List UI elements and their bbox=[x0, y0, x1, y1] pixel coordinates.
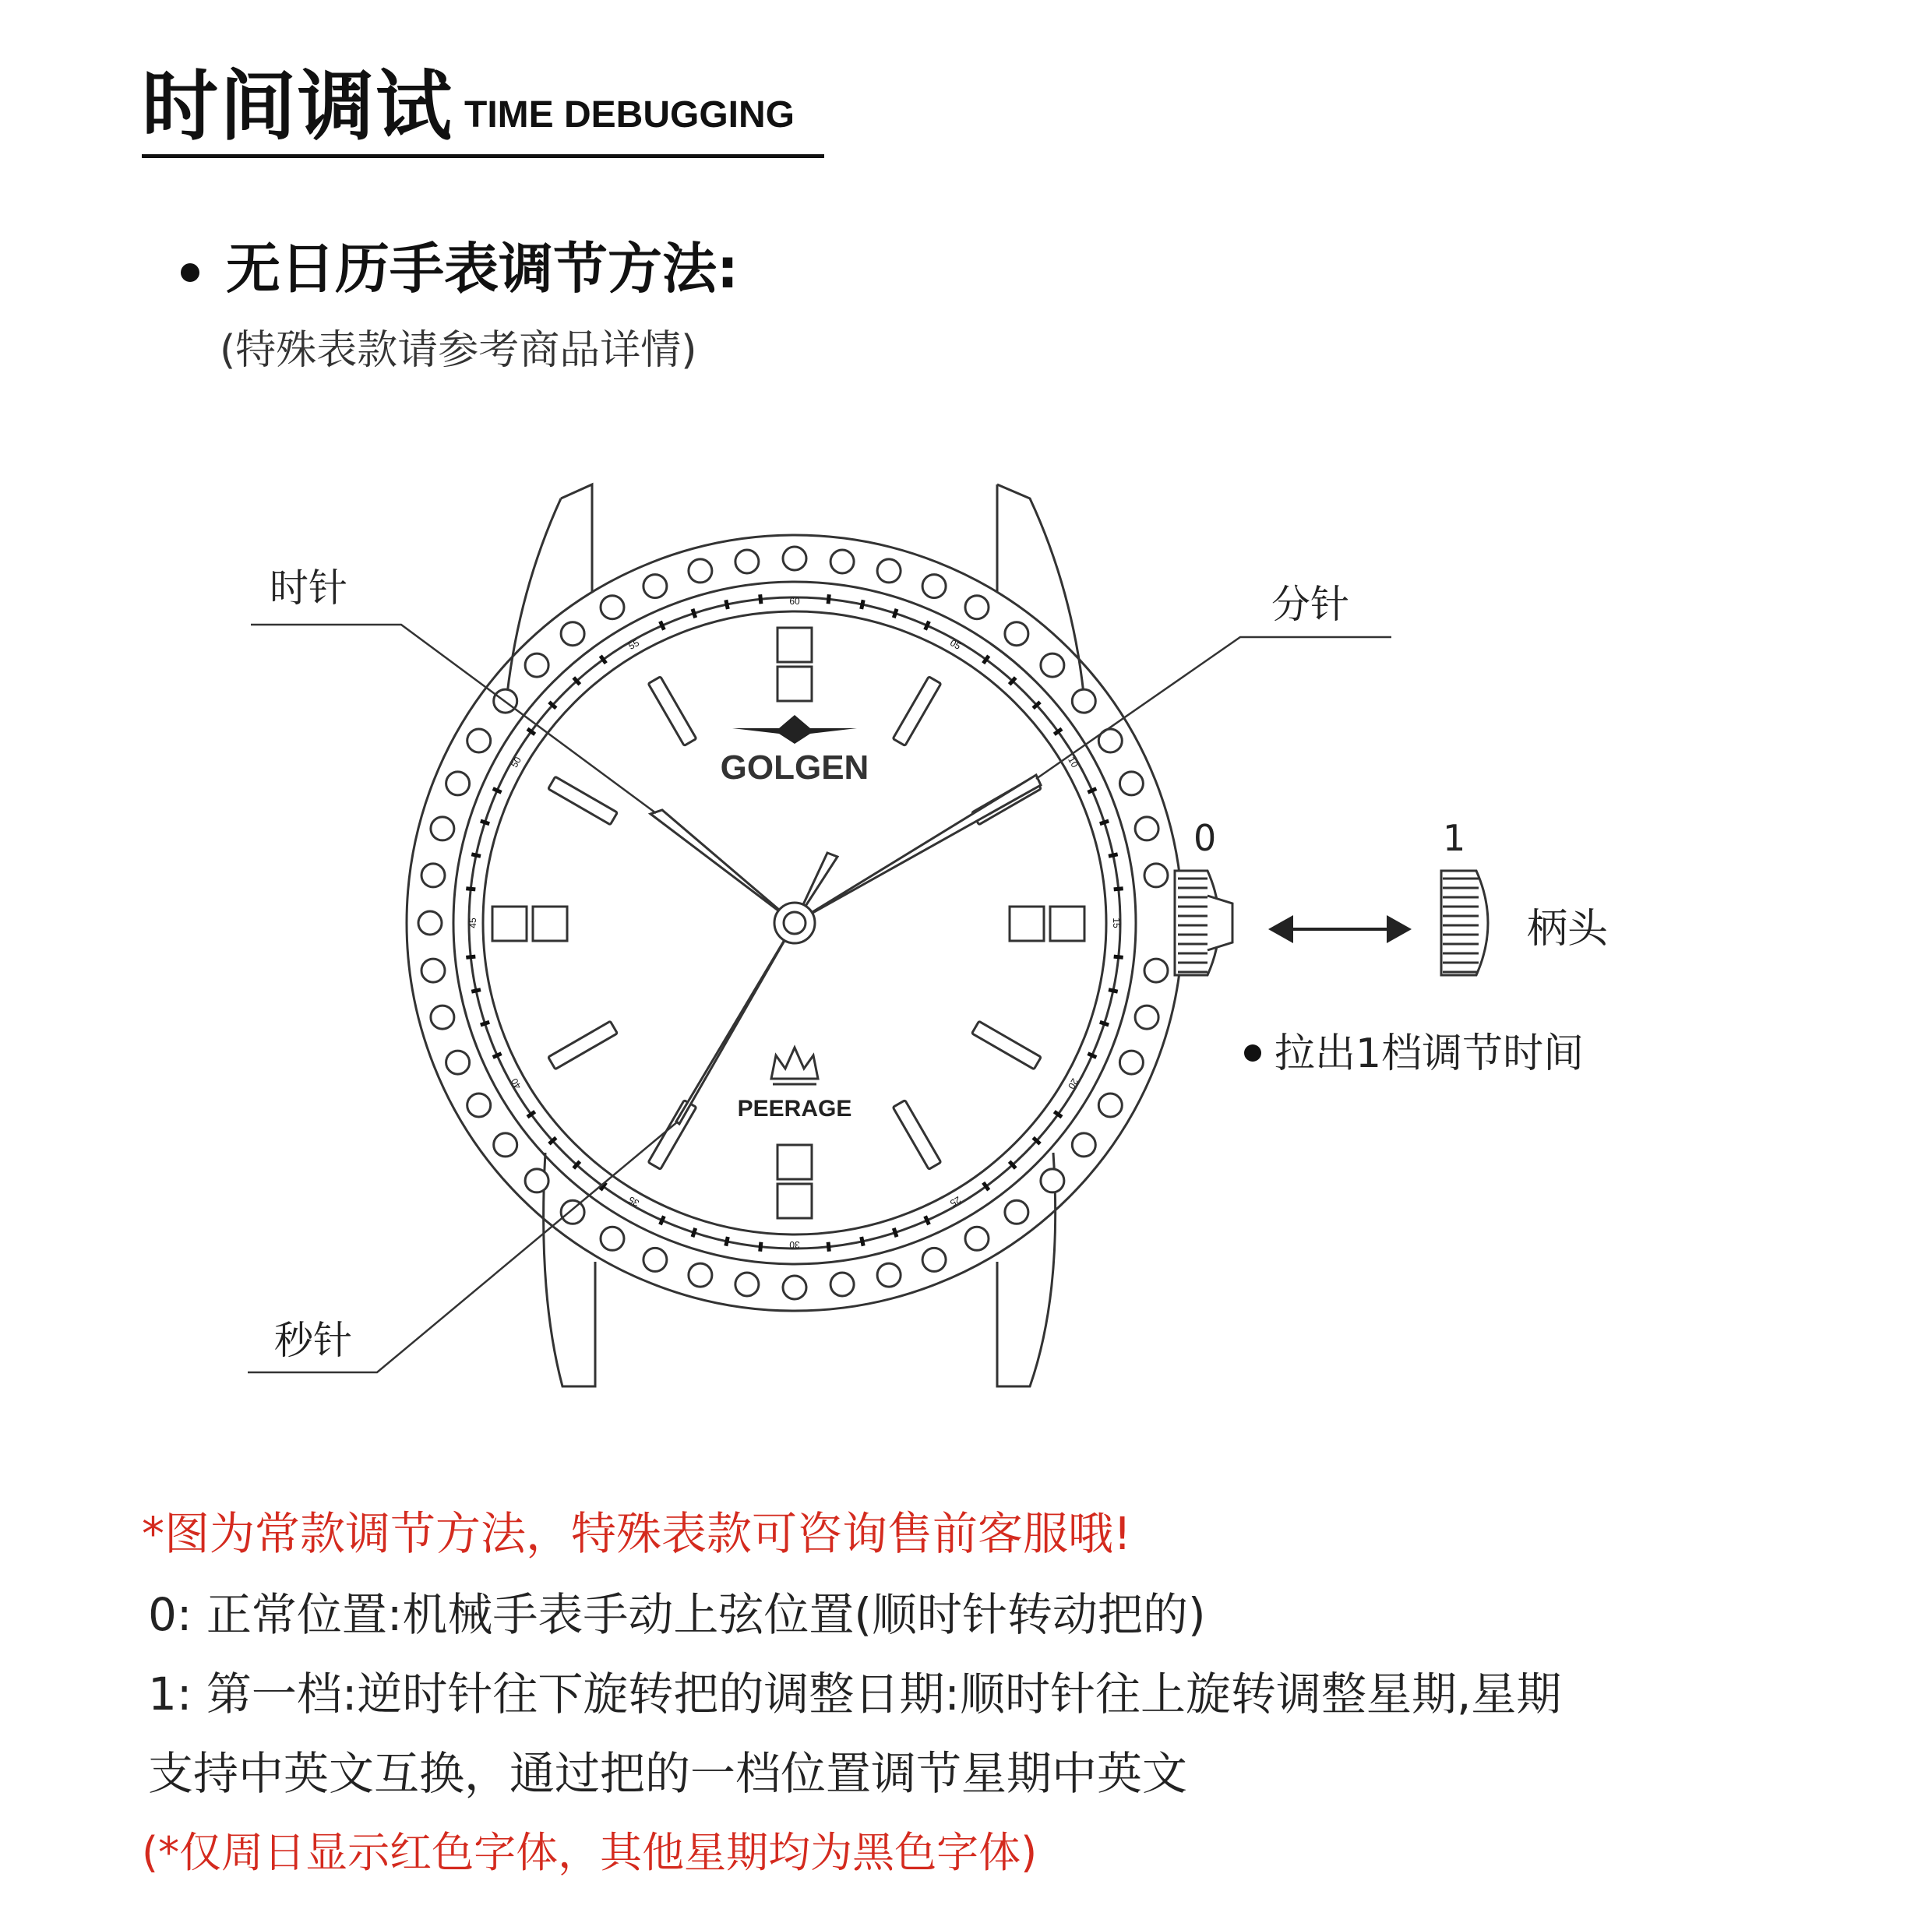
minute-hand bbox=[795, 775, 1041, 923]
minute-tick bbox=[828, 594, 829, 604]
position-0-description: 0: 正常位置:机械手表手动上弦位置(顺时针转动把的) bbox=[148, 1588, 1206, 1641]
bezel-dot bbox=[421, 959, 445, 982]
page-title-english: TIME DEBUGGING bbox=[464, 94, 795, 136]
bezel-dot bbox=[418, 911, 442, 935]
minute-tick bbox=[760, 1242, 761, 1252]
minute-tick bbox=[1100, 1022, 1109, 1025]
bezel-dot bbox=[1135, 1006, 1158, 1029]
crown-position-1-label: 1 bbox=[1443, 817, 1466, 859]
bezel-dot bbox=[689, 1263, 712, 1287]
minute-tick bbox=[661, 1216, 665, 1224]
hour-marker bbox=[648, 677, 696, 746]
minute-tick bbox=[693, 609, 696, 618]
minute-tick bbox=[493, 1054, 502, 1058]
tick-label: 30 bbox=[789, 1238, 800, 1250]
bezel-dot bbox=[643, 1248, 667, 1271]
position-1-description-cont: 支持中英文互换，通过把的一档位置调节星期中英文 bbox=[148, 1747, 1188, 1800]
bezel-dot bbox=[421, 864, 445, 887]
hour-hand bbox=[650, 810, 795, 923]
hour-marker bbox=[548, 1021, 618, 1069]
bezel-dot bbox=[735, 550, 759, 573]
tick-label: 50 bbox=[509, 755, 524, 770]
minute-tick bbox=[828, 1242, 829, 1252]
minute-tick bbox=[481, 821, 489, 824]
bezel-dot bbox=[1041, 1169, 1064, 1192]
bezel-dot bbox=[1144, 864, 1168, 887]
hour-marker bbox=[972, 1021, 1042, 1069]
crown-instruction: 拉出1档调节时间 bbox=[1274, 1030, 1585, 1077]
crown-position-0 bbox=[1175, 871, 1232, 975]
bezel-dot bbox=[783, 547, 806, 570]
brand-name: GOLGEN bbox=[720, 748, 869, 787]
minute-tick bbox=[471, 990, 481, 992]
minute-tick bbox=[760, 594, 761, 604]
minute-tick bbox=[1088, 1054, 1096, 1058]
bezel-dot bbox=[877, 559, 901, 583]
section-subheading: (特殊表款请参考商品详情) bbox=[220, 327, 697, 374]
bezel-dot bbox=[965, 596, 989, 619]
bezel-dot bbox=[783, 1276, 806, 1299]
minute-tick bbox=[493, 789, 502, 793]
double-arrow-icon bbox=[1268, 915, 1412, 943]
minute-tick bbox=[466, 956, 475, 957]
minute-tick bbox=[894, 609, 897, 618]
minute-tick bbox=[1109, 854, 1118, 857]
tick-label: 25 bbox=[948, 1194, 963, 1209]
hour-marker bbox=[893, 1101, 941, 1170]
bezel-dot bbox=[601, 596, 624, 619]
bezel-dot bbox=[1144, 959, 1168, 982]
bezel-dot bbox=[561, 1200, 584, 1224]
sub-brand: PEERAGE bbox=[737, 1096, 852, 1122]
bezel-dot bbox=[446, 1051, 470, 1074]
position-1-description: 1: 第一档:逆时针往下旋转把的调整日期:顺时针往上旋转调整星期,星期 bbox=[148, 1668, 1562, 1721]
bezel-dot bbox=[494, 1133, 517, 1157]
bezel-dot bbox=[735, 1273, 759, 1296]
hour-marker bbox=[648, 1101, 696, 1170]
crown-emblem-icon bbox=[771, 1048, 818, 1084]
minute-hand-label: 分针 bbox=[1271, 582, 1349, 627]
minute-tick bbox=[925, 1216, 929, 1224]
minute-tick bbox=[471, 854, 481, 857]
hour-marker bbox=[548, 777, 618, 825]
bezel-dot bbox=[467, 1094, 491, 1117]
bezel-dot bbox=[467, 729, 491, 752]
bezel-dot bbox=[601, 1227, 624, 1250]
lug-top-left bbox=[561, 484, 592, 592]
second-hand bbox=[676, 923, 795, 1124]
minute-tick bbox=[1114, 956, 1123, 957]
minute-tick bbox=[693, 1228, 696, 1237]
minute-tick bbox=[661, 622, 665, 630]
tick-label: 15 bbox=[1110, 917, 1122, 928]
bezel-dot bbox=[1005, 622, 1028, 646]
minute-tick bbox=[862, 600, 864, 609]
red-note-sunday: (*仅周日显示红色字体，其他星期均为黑色字体) bbox=[142, 1828, 1038, 1877]
bezel-dot bbox=[431, 1006, 454, 1029]
tick-label: 35 bbox=[626, 1194, 641, 1209]
section-heading: 无日历手表调节方法: bbox=[226, 237, 739, 301]
minute-tick bbox=[726, 1237, 728, 1246]
bezel-dot bbox=[446, 772, 470, 795]
minute-tick bbox=[862, 1237, 864, 1246]
lug-bottom-left bbox=[544, 1153, 595, 1386]
minute-tick bbox=[1100, 821, 1109, 824]
minute-tick bbox=[1109, 990, 1118, 992]
tick-label: 45 bbox=[467, 917, 479, 928]
bezel-dot bbox=[525, 653, 548, 677]
minute-tick bbox=[726, 600, 728, 609]
bezel-dot bbox=[877, 1263, 901, 1287]
bezel-dot bbox=[965, 1227, 989, 1250]
brand-logo-icon bbox=[732, 715, 857, 744]
bezel-dot bbox=[830, 550, 854, 573]
tick-label: 05 bbox=[948, 637, 963, 652]
minute-tick bbox=[1088, 789, 1096, 793]
bezel-dot bbox=[922, 575, 946, 598]
bezel-dot bbox=[1119, 1051, 1143, 1074]
red-note: *图为常款调节方法，特殊表款可咨询售前客服哦! bbox=[142, 1507, 1132, 1560]
minute-tick bbox=[481, 1022, 489, 1025]
bezel-dot bbox=[525, 1169, 548, 1192]
bullet-icon bbox=[1244, 1044, 1261, 1062]
hour-hand-label: 时针 bbox=[270, 565, 347, 611]
bezel-dot bbox=[643, 575, 667, 598]
minute-tick bbox=[925, 622, 929, 630]
bezel-dot bbox=[1072, 689, 1095, 713]
tick-label: 60 bbox=[789, 596, 800, 608]
bezel-dot bbox=[1098, 1094, 1122, 1117]
bezel-dot bbox=[1072, 1133, 1095, 1157]
minute-tick bbox=[894, 1228, 897, 1237]
bezel-dot bbox=[431, 817, 454, 840]
tick-label: 20 bbox=[1066, 1076, 1081, 1091]
bezel-dot bbox=[1041, 653, 1064, 677]
page-title: 时间调试 bbox=[142, 62, 454, 151]
bezel-dot bbox=[1135, 817, 1158, 840]
second-hand-label: 秒针 bbox=[274, 1318, 352, 1363]
crown-position-1 bbox=[1441, 871, 1488, 975]
crown-label: 柄头 bbox=[1527, 906, 1609, 953]
bezel-dot bbox=[1119, 772, 1143, 795]
tick-label: 10 bbox=[1066, 755, 1081, 770]
bezel-dot bbox=[689, 559, 712, 583]
hour-marker bbox=[893, 677, 941, 746]
bezel-dot bbox=[1005, 1200, 1028, 1224]
bezel-dot bbox=[561, 622, 584, 646]
tick-label: 55 bbox=[626, 637, 641, 652]
bezel-dot bbox=[922, 1248, 946, 1271]
crown-position-0-label: 0 bbox=[1193, 817, 1217, 859]
tick-label: 40 bbox=[509, 1076, 524, 1091]
bezel-dot bbox=[830, 1273, 854, 1296]
